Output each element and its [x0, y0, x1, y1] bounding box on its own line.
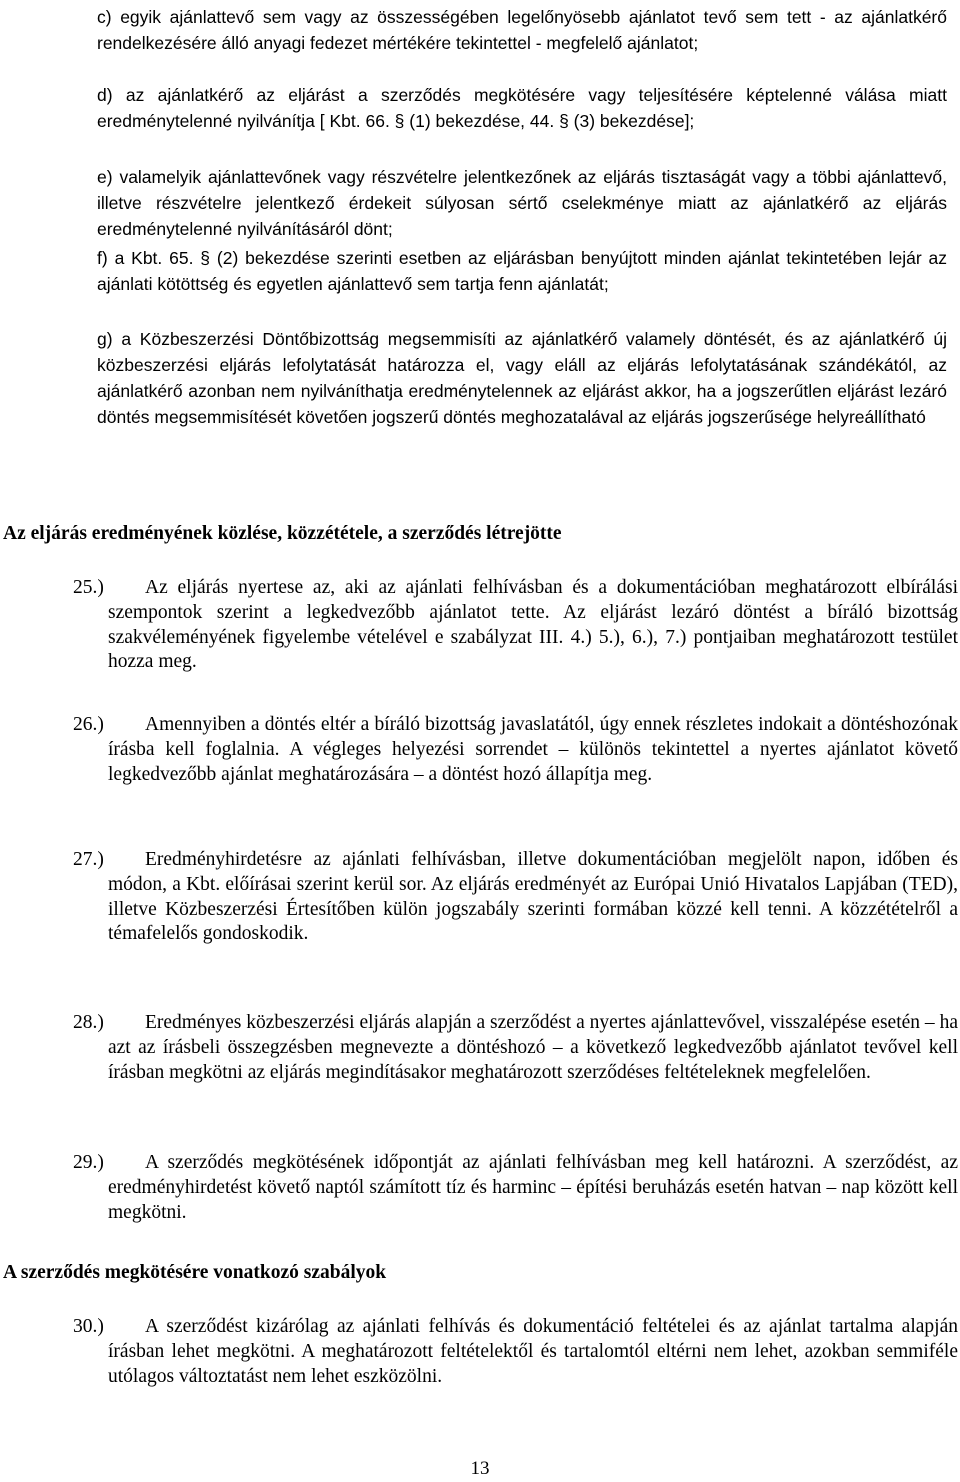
numbered-paragraph-26 — [73, 713, 958, 787]
paragraph-number: 28.) — [73, 1012, 104, 1033]
list-item-label: g) — [97, 329, 113, 349]
paragraph-number: 30.) — [73, 1316, 104, 1337]
paragraph-number: 29.) — [73, 1152, 104, 1173]
section-heading: A szerződés megkötésére vonatkozó szabályok — [3, 1262, 387, 1283]
paragraph-text: A szerződést kizárólag az ajánlati felhívás és dokumentáció feltételei és az ajánlat tartalma alapján írásban lehet megkötni. A meghatározott feltételektől és tartalomtól eltérni nem lehet, azokban semmiféle utólagos változtatást nem lehet eszközölni. — [108, 1316, 958, 1387]
list-item-e — [97, 164, 947, 242]
page-number: 13 — [470, 1458, 490, 1479]
list-item-text: a Kbt. 65. § (2) bekezdése szerinti esetben az eljárásban benyújtott minden ajánlat tekintetében lejár az ajánlati kötöttség és egyetlen ajánlattevő sem tartja fenn ajánlatát; — [97, 248, 947, 294]
list-item-text: egyik ajánlattevő sem vagy az összességében legelőnyösebb ajánlatot tevő sem tett - az ajánlatkérő rendelkezésére álló anyagi fedezet mértékére tekintettel - megfelelő ajánlatot; — [97, 7, 947, 53]
list-item-label: c) — [97, 7, 112, 27]
numbered-paragraph-27 — [73, 848, 958, 947]
list-item-d — [97, 82, 947, 134]
paragraph-number: 25.) — [73, 577, 104, 598]
list-item-text: valamelyik ajánlattevőnek vagy részvételre jelentkezőnek az eljárás tisztaságát vagy a többi ajánlattevő, illetve részvételre jelentkező érdekeit súlyosan sértő cselekménye miatt az ajánlatkérő az eljárás eredménytelenné nyilvánításáról dönt; — [97, 167, 947, 239]
list-item-label: d) — [97, 85, 113, 105]
paragraph-text: Amennyiben a döntés eltér a bíráló bizottság javaslatától, úgy ennek részletes indokait a döntéshozónak írásba kell foglalnia. A végleges helyezési sorrendet – különös tekintettel a nyertes ajánlatot követő legkedvezőbb ajánlat meghatározására – a döntést hozó állapítja meg. — [108, 714, 958, 785]
paragraph-text: A szerződés megkötésének időpontját az ajánlati felhívásban meg kell határozni. A szerződést, az eredményhirdetést követő naptól számított tíz és harminc – építési beruházás esetén hatvan – nap között kell megkötni. — [108, 1152, 958, 1223]
list-item-text: az ajánlatkérő az eljárást a szerződés megkötésére vagy teljesítésére képtelenné válása miatt eredménytelenné nyilvánítja [ Kbt. 66. § (1) bekezdése, 44. § (3) bekezdése]; — [97, 85, 947, 131]
list-item-text: a Közbeszerzési Döntőbizottság megsemmisíti az ajánlatkérő valamely döntését, és az ajánlatkérő új közbeszerzési eljárás lefolytatását határozza el, vagy eláll az eljárás lefolytatásának szándékától, az ajánlatkérő azonban nem nyilváníthatja eredménytelennek az eljárást akkor, ha a jogszerűtlen eljárást lezáró döntés megsemmisítését követően jogszerű döntés meghozatalával az eljárás jogszerűsége helyreállítható — [97, 329, 947, 427]
numbered-paragraph-29 — [73, 1151, 958, 1225]
numbered-paragraph-25 — [73, 576, 958, 675]
list-item-label: e) — [97, 167, 113, 187]
section-heading: Az eljárás eredményének közlése, közzététele, a szerződés létrejötte — [3, 523, 562, 544]
paragraph-number: 26.) — [73, 714, 104, 735]
numbered-paragraph-30 — [73, 1315, 958, 1389]
paragraph-number: 27.) — [73, 849, 104, 870]
paragraph-text: Az eljárás nyertese az, aki az ajánlati felhívásban és a dokumentációban meghatározott elbírálási szempontok szerint a legkedvezőbb ajánlatot tette. Az eljárást lezáró döntést a bíráló bizottság szakvéleményének figyelembe vételével e szabályzat III. 4.) 5.), 6.), 7.) pontjaiban meghatározott testület hozza meg. — [108, 577, 958, 673]
paragraph-text: Eredményes közbeszerzési eljárás alapján a szerződést a nyertes ajánlattevővel, visszalépése esetén – ha azt az írásbeli összegzésben megnevezte a döntéshozó – a következő legkedvezőbb ajánlatot tevővel kell írásban megkötni az eljárás megindításakor meghatározott szerződéses feltételeknek megfelelően. — [108, 1012, 958, 1083]
numbered-paragraph-28 — [73, 1011, 958, 1085]
list-item-g — [97, 326, 947, 430]
list-item-c — [97, 4, 947, 56]
list-item-f — [97, 245, 947, 297]
paragraph-text: Eredményhirdetésre az ajánlati felhívásban, illetve dokumentációban megjelölt napon, időben és módon, a Kbt. előírásai szerint kerül sor. Az eljárás eredményét az Európai Unió Hivatalos Lapjában (TED), illetve Közbeszerzési Értesítőben külön jogszabály szerinti formában közzé kell tenni. A közzétételről a témafelelős gondoskodik. — [108, 849, 958, 945]
list-item-label: f) — [97, 248, 108, 268]
